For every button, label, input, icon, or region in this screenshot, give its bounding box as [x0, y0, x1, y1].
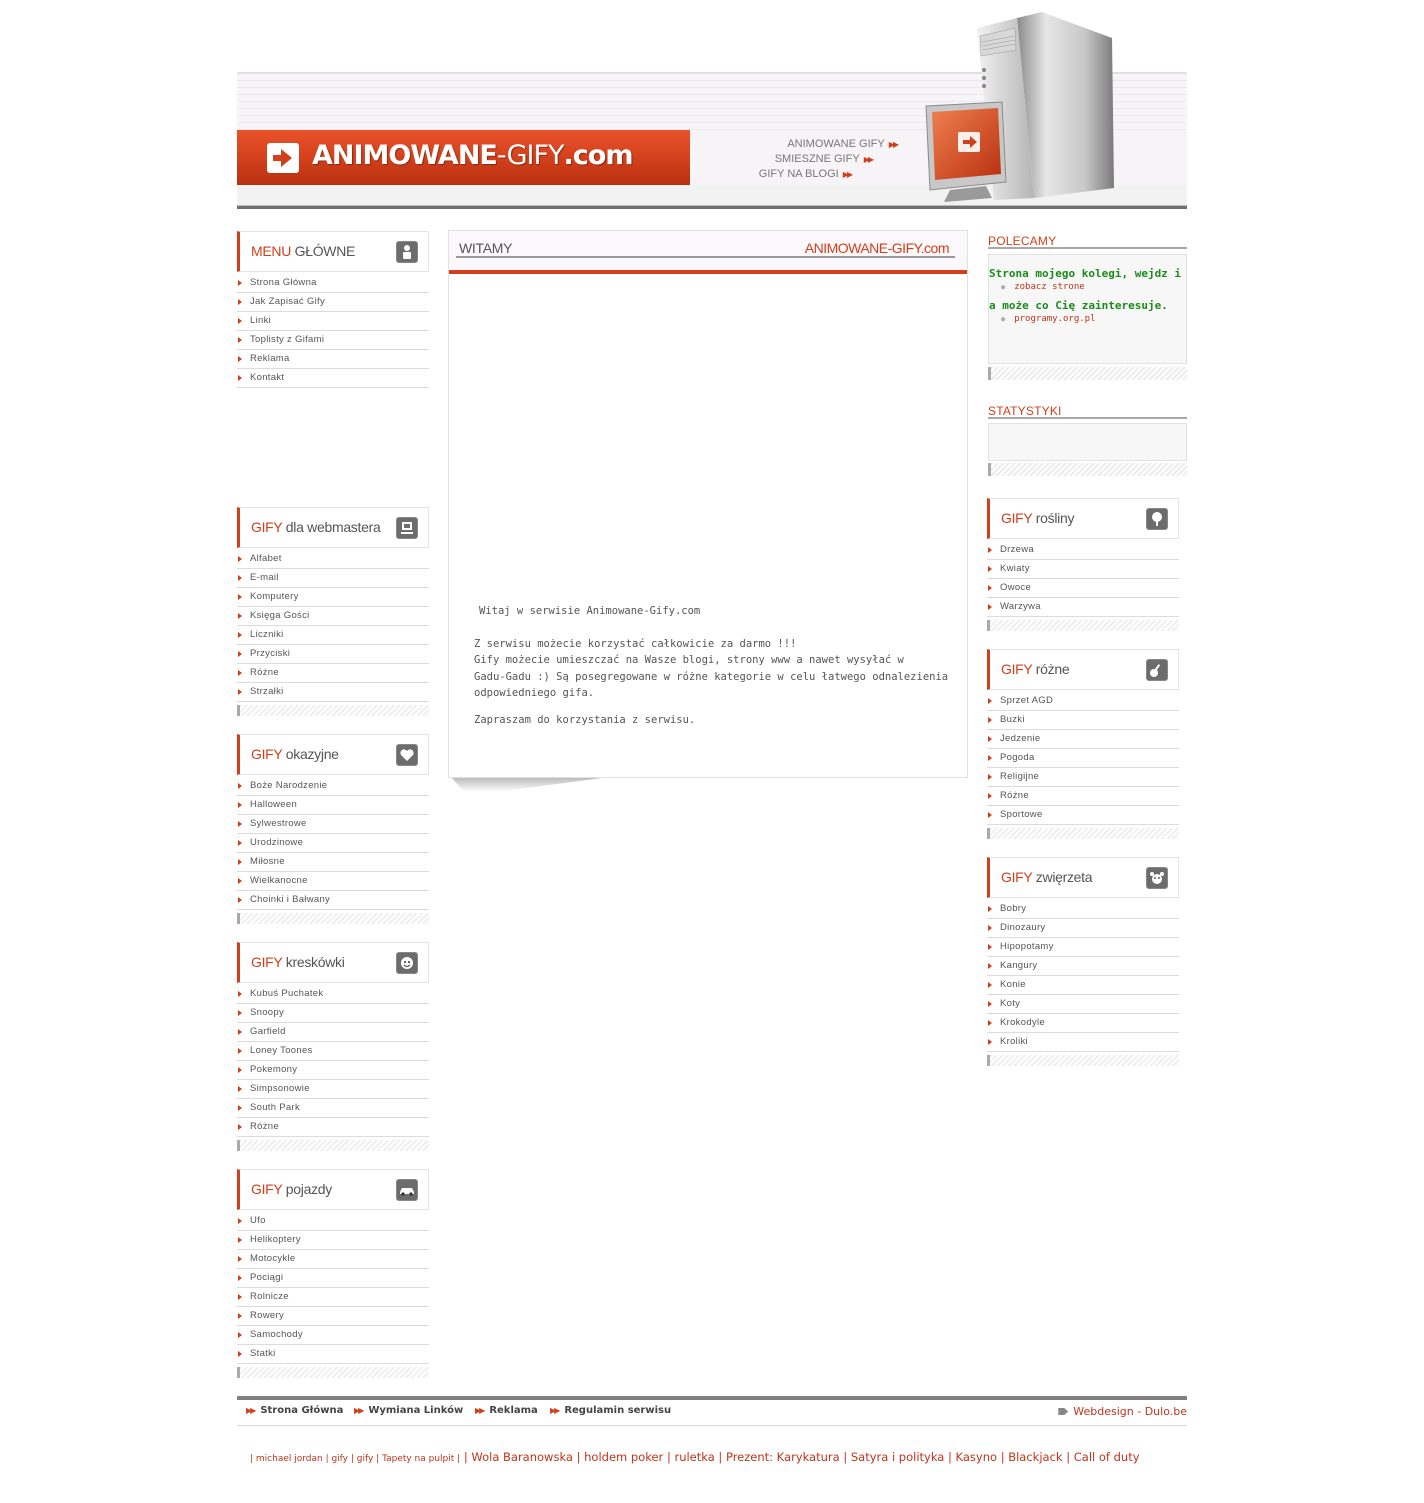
list-item[interactable]: Liczniki — [237, 626, 429, 645]
logo-text — [312, 140, 632, 171]
okazyjne-header — [237, 734, 429, 775]
menu-item-linki[interactable]: Linki — [237, 312, 429, 331]
double-arrow-icon: ▶▶ — [354, 1406, 363, 1415]
header-underline — [456, 256, 955, 258]
menu-item-toplisty[interactable]: Toplisty z Gifami — [237, 331, 429, 350]
heart-icon — [396, 744, 418, 766]
welcome-text: Witaj w serwisie Animowane-Gify.com — [479, 605, 701, 617]
title-rest: zwięrzeta — [1032, 869, 1093, 885]
double-arrow-icon: ▶▶ — [842, 170, 851, 179]
menu-item-jak-zapisac[interactable]: Jak Zapisać Gify — [237, 293, 429, 312]
zwierzeta-list — [987, 900, 1179, 1052]
site-logo[interactable] — [237, 130, 690, 185]
list-item[interactable]: Bobry — [987, 900, 1179, 919]
title-red: GIFY — [251, 746, 283, 762]
content-body — [474, 603, 954, 738]
rosliny-box — [987, 498, 1179, 631]
header-link-label: GIFY NA BLOGI — [758, 168, 839, 180]
footer-link-label: Reklama — [489, 1405, 538, 1416]
rozne-header — [987, 649, 1179, 690]
statystyki-title: STATYSTYKI — [988, 404, 1062, 418]
invite-paragraph: Zapraszam do korzystania z serwisu. — [474, 713, 696, 726]
box-title — [251, 243, 355, 259]
list-item[interactable]: Konie — [987, 976, 1179, 995]
kreskowki-header — [237, 942, 429, 983]
polecamy-header — [988, 230, 1187, 249]
double-arrow-icon: ▶▶ — [246, 1406, 255, 1415]
list-item[interactable]: Loney Toones — [237, 1042, 429, 1061]
footer-link-strona-glowna[interactable] — [246, 1405, 343, 1416]
footer-links-small[interactable]: | michael jordan | gify | gify | Tapety na pulpit | — [250, 1454, 461, 1464]
title-rest: rośliny — [1032, 510, 1075, 526]
list-item[interactable]: Kangury — [987, 957, 1179, 976]
list-item[interactable]: Helikoptery — [237, 1231, 429, 1250]
title-red: GIFY — [251, 519, 283, 535]
list-item[interactable]: Pogoda — [987, 749, 1179, 768]
footer-link-wymiana[interactable] — [354, 1405, 463, 1416]
list-item[interactable]: Samochody — [237, 1326, 429, 1345]
list-item[interactable]: Alfabet — [237, 550, 429, 569]
list-item[interactable]: Sprzet AGD — [987, 692, 1179, 711]
box-title — [251, 1181, 332, 1197]
list-item[interactable]: Statki — [237, 1345, 429, 1364]
rozne-box — [987, 649, 1179, 839]
list-item[interactable]: Hipopotamy — [987, 938, 1179, 957]
box-footer-hatch — [987, 828, 1179, 839]
box-title — [1001, 869, 1092, 885]
header-divider — [237, 205, 1187, 209]
list-item[interactable]: Boże Narodzenie — [237, 777, 429, 796]
title-rest: pojazdy — [282, 1181, 332, 1197]
rosliny-header — [987, 498, 1179, 539]
footer-links-large[interactable]: | Wola Baranowska | holdem poker | ruletka | Prezent: Karykatura | Satyra i polityka | Kasyno | Blackjack | Call of duty — [460, 1450, 1140, 1464]
menu-item-reklama[interactable]: Reklama — [237, 350, 429, 369]
header-red-line — [449, 270, 967, 274]
menu-item-kontakt[interactable]: Kontakt — [237, 369, 429, 388]
logo-main: ANIMOWANE — [312, 140, 497, 171]
content-title: WITAMY — [459, 240, 513, 256]
footer-link-regulamin[interactable] — [550, 1405, 671, 1416]
list-item[interactable]: Jedzenie — [987, 730, 1179, 749]
pojazdy-list — [237, 1212, 429, 1364]
header-link-animowane[interactable] — [759, 137, 897, 152]
statystyki-panel — [988, 423, 1187, 461]
list-item[interactable]: Religijne — [987, 768, 1179, 787]
header-link-blogi[interactable] — [759, 167, 851, 182]
webmaster-header — [237, 507, 429, 548]
guitar-icon — [1146, 659, 1168, 681]
list-item[interactable]: Kubuś Puchatek — [237, 985, 429, 1004]
intro-line: odpowiedniego gifa. — [474, 687, 595, 699]
list-item[interactable]: E-mail — [237, 569, 429, 588]
list-item[interactable]: Kroliki — [987, 1033, 1179, 1052]
rosliny-list — [987, 541, 1179, 617]
arrow-icon — [1058, 1408, 1068, 1415]
menu-glowne-list — [237, 274, 429, 388]
list-item[interactable]: Warzywa — [987, 598, 1179, 617]
list-item[interactable]: Księga Gości — [237, 607, 429, 626]
box-footer-hatch — [237, 705, 429, 716]
list-item[interactable]: Pociągi — [237, 1269, 429, 1288]
header-link-smieszne[interactable] — [759, 152, 872, 167]
box-footer-hatch — [988, 463, 1187, 476]
menu-item-strona-glowna[interactable]: Strona Główna — [237, 274, 429, 293]
list-item[interactable]: Rolnicze — [237, 1288, 429, 1307]
title-red: GIFY — [1001, 510, 1033, 526]
box-footer-hatch — [237, 913, 429, 924]
pojazdy-box — [237, 1169, 429, 1378]
list-item[interactable]: Miłosne — [237, 853, 429, 872]
recommend-text: Strona mojego kolegi, wejdz i — [989, 267, 1182, 280]
statystyki-header — [988, 400, 1187, 419]
title-red: GIFY — [251, 954, 283, 970]
box-title — [1001, 661, 1069, 677]
list-item[interactable]: Sportowe — [987, 806, 1179, 825]
footer-link-reklama[interactable] — [475, 1405, 538, 1416]
recommend-text: a może co Cię zainteresuje. — [989, 299, 1168, 312]
content-header — [449, 231, 967, 273]
list-item[interactable]: Snoopy — [237, 1004, 429, 1023]
list-item[interactable]: Halloween — [237, 796, 429, 815]
title-red: GIFY — [1001, 661, 1033, 677]
computer-icon — [396, 517, 418, 539]
list-item[interactable]: Rowery — [237, 1307, 429, 1326]
double-arrow-icon: ▶▶ — [475, 1406, 484, 1415]
box-footer-hatch — [987, 620, 1179, 631]
footer-nav — [237, 1400, 1187, 1426]
header-link-label: ANIMOWANE GIFY — [787, 138, 885, 150]
kreskowki-list — [237, 985, 429, 1137]
box-footer-hatch — [237, 1140, 429, 1151]
list-item[interactable]: Strzałki — [237, 683, 429, 702]
logo-arrow-icon — [267, 143, 299, 173]
double-arrow-icon: ▶▶ — [888, 140, 897, 149]
list-item[interactable]: Choinki i Bałwany — [237, 891, 429, 910]
kreskowki-box — [237, 942, 429, 1151]
computer-illustration — [922, 10, 1122, 205]
person-icon — [396, 241, 418, 263]
list-item[interactable]: Garfield — [237, 1023, 429, 1042]
content-shadow — [452, 778, 602, 792]
logo-tld: .com — [563, 140, 633, 171]
footer-partner-links — [250, 1446, 1187, 1465]
list-item[interactable]: Komputery — [237, 588, 429, 607]
okazyjne-list — [237, 777, 429, 910]
list-item[interactable]: Koty — [987, 995, 1179, 1014]
double-arrow-icon: ▶▶ — [550, 1406, 559, 1415]
header-link-label: SMIESZNE GIFY — [774, 153, 860, 165]
list-item[interactable]: Kwiaty — [987, 560, 1179, 579]
double-arrow-icon: ▶▶ — [863, 155, 872, 164]
list-item[interactable]: South Park — [237, 1099, 429, 1118]
list-item[interactable]: Ufo — [237, 1212, 429, 1231]
box-footer-hatch — [988, 367, 1187, 380]
footer-link-label: Regulamin serwisu — [564, 1405, 672, 1416]
footer-link-label: Wymiana Linków — [368, 1405, 464, 1416]
box-footer-hatch — [987, 1055, 1179, 1066]
webdesign-label: Webdesign - Dulo.be — [1073, 1405, 1187, 1418]
title-rest: kreskówki — [282, 954, 345, 970]
polecamy-title: POLECAMY — [988, 234, 1057, 248]
intro-line: Z serwisu możecie korzystać całkowicie za darmo !!! — [474, 637, 797, 650]
title-red: GIFY — [1001, 869, 1033, 885]
brand-thin: -GIFY — [887, 240, 921, 256]
box-footer-hatch — [237, 1367, 429, 1378]
list-item[interactable]: Sylwestrowe — [237, 815, 429, 834]
cartoon-face-icon — [396, 952, 418, 974]
menu-glowne-box — [237, 231, 429, 388]
list-item[interactable]: Różne — [987, 787, 1179, 806]
list-item[interactable]: Dinozaury — [987, 919, 1179, 938]
list-item[interactable]: Przyciski — [237, 645, 429, 664]
title-red: MENU — [251, 243, 292, 259]
logo-thin: -GIFY — [496, 140, 564, 171]
list-item[interactable]: Wielkanocne — [237, 872, 429, 891]
tree-icon — [1146, 508, 1168, 530]
car-icon — [396, 1179, 418, 1201]
list-item[interactable]: Drzewa — [987, 541, 1179, 560]
title-rest: różne — [1032, 661, 1070, 677]
zwierzeta-header — [987, 857, 1179, 898]
intro-line: Gify możecie umieszczać na Wasze blogi, strony www a nawet wysyłać w — [474, 654, 904, 666]
list-item[interactable]: Motocykle — [237, 1250, 429, 1269]
intro-line: Gadu-Gadu :) Są posegregowane w różne kategorie w celu łatwego odnalezienia — [474, 670, 949, 683]
list-item[interactable]: Urodzinowe — [237, 834, 429, 853]
webmaster-box — [237, 507, 429, 716]
webdesign-link[interactable] — [1058, 1405, 1187, 1418]
list-item[interactable]: Różne — [237, 1118, 429, 1137]
list-item[interactable]: Różne — [237, 664, 429, 683]
rozne-list — [987, 692, 1179, 825]
main-content — [448, 230, 968, 778]
title-rest: dla webmastera — [282, 519, 381, 535]
list-item[interactable]: Pokemony — [237, 1061, 429, 1080]
header-links — [759, 137, 897, 182]
box-title — [251, 746, 339, 762]
pojazdy-header — [237, 1169, 429, 1210]
title-rest: okazyjne — [282, 746, 339, 762]
box-title — [251, 519, 380, 535]
list-item[interactable]: Buzki — [987, 711, 1179, 730]
content-brand — [805, 240, 949, 256]
recommend-link-programy[interactable]: ● programy.org.pl — [1001, 314, 1096, 324]
list-item[interactable]: Krokodyle — [987, 1014, 1179, 1033]
intro-paragraph — [474, 636, 954, 702]
menu-glowne-header — [237, 231, 429, 272]
recommend-link-zobacz[interactable]: ● zobacz strone — [1001, 282, 1085, 292]
box-title — [251, 954, 345, 970]
title-red: GIFY — [251, 1181, 283, 1197]
polecamy-panel — [988, 254, 1187, 364]
footer-link-label: Strona Główna — [260, 1405, 344, 1416]
animal-icon — [1146, 867, 1168, 889]
brand-main: ANIMOWANE — [804, 240, 888, 256]
zwierzeta-box — [987, 857, 1179, 1066]
webmaster-list — [237, 550, 429, 702]
box-title — [1001, 510, 1074, 526]
title-rest: GŁÓWNE — [291, 243, 356, 259]
list-item[interactable]: Simpsonowie — [237, 1080, 429, 1099]
okazyjne-box — [237, 734, 429, 924]
list-item[interactable]: Owoce — [987, 579, 1179, 598]
brand-tld: .com — [920, 240, 949, 256]
site-header — [237, 0, 1187, 212]
